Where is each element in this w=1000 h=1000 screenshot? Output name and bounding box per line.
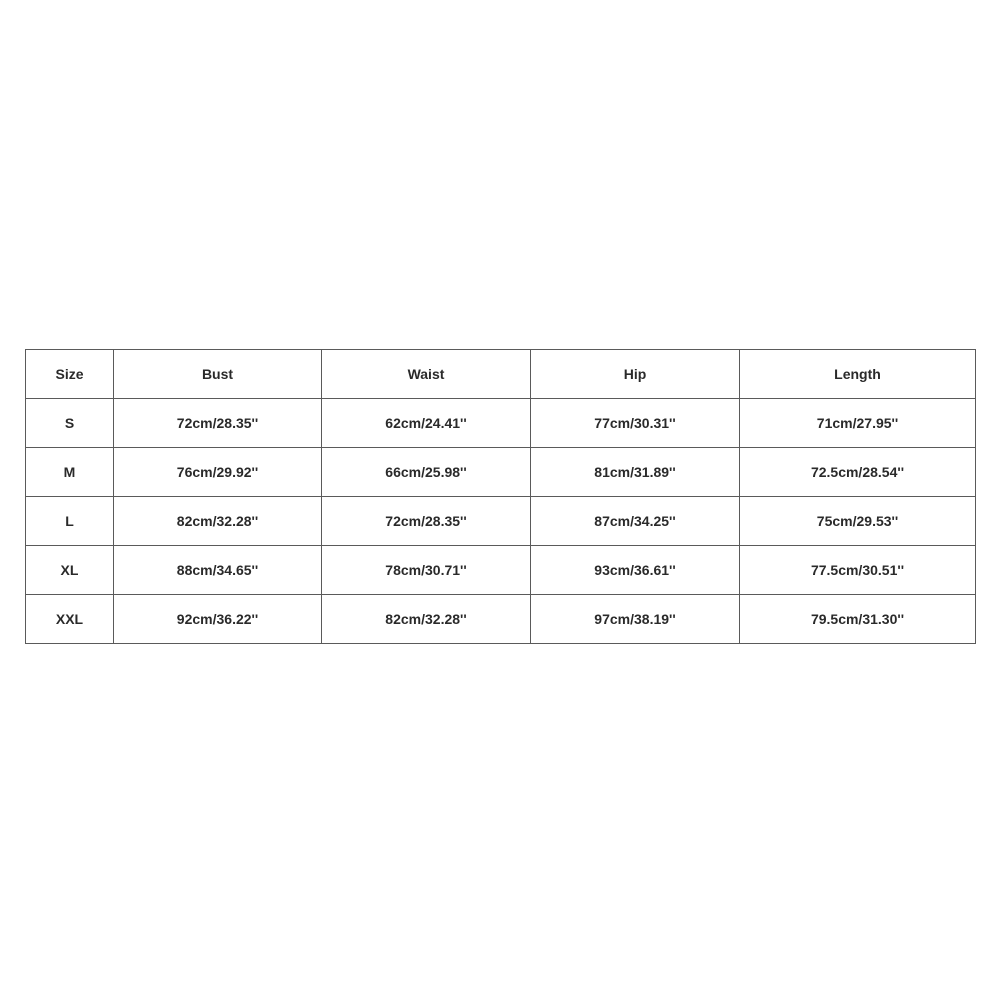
length-cell: 79.5cm/31.30'' [740,595,976,644]
bust-cell: 76cm/29.92'' [114,448,322,497]
size-cell: L [26,497,114,546]
header-row [26,350,976,399]
length-cell: 77.5cm/30.51'' [740,546,976,595]
hip-cell: 87cm/34.25'' [531,497,740,546]
hip-cell: 81cm/31.89'' [531,448,740,497]
size-cell: S [26,399,114,448]
header-length: Length [740,350,976,399]
waist-cell: 72cm/28.35'' [322,497,531,546]
hip-cell: 93cm/36.61'' [531,546,740,595]
bust-cell: 92cm/36.22'' [114,595,322,644]
waist-cell: 62cm/24.41'' [322,399,531,448]
length-cell: 71cm/27.95'' [740,399,976,448]
bust-cell: 72cm/28.35'' [114,399,322,448]
hip-cell: 97cm/38.19'' [531,595,740,644]
table-row [26,399,976,448]
size-chart-table [25,349,976,644]
table-row [26,595,976,644]
hip-cell: 77cm/30.31'' [531,399,740,448]
length-cell: 72.5cm/28.54'' [740,448,976,497]
table-row [26,497,976,546]
waist-cell: 82cm/32.28'' [322,595,531,644]
header-waist: Waist [322,350,531,399]
size-cell: XXL [26,595,114,644]
length-cell: 75cm/29.53'' [740,497,976,546]
header-bust: Bust [114,350,322,399]
size-cell: XL [26,546,114,595]
bust-cell: 82cm/32.28'' [114,497,322,546]
table-row [26,448,976,497]
header-size: Size [26,350,114,399]
size-cell: M [26,448,114,497]
waist-cell: 66cm/25.98'' [322,448,531,497]
waist-cell: 78cm/30.71'' [322,546,531,595]
table-row [26,546,976,595]
header-hip: Hip [531,350,740,399]
bust-cell: 88cm/34.65'' [114,546,322,595]
